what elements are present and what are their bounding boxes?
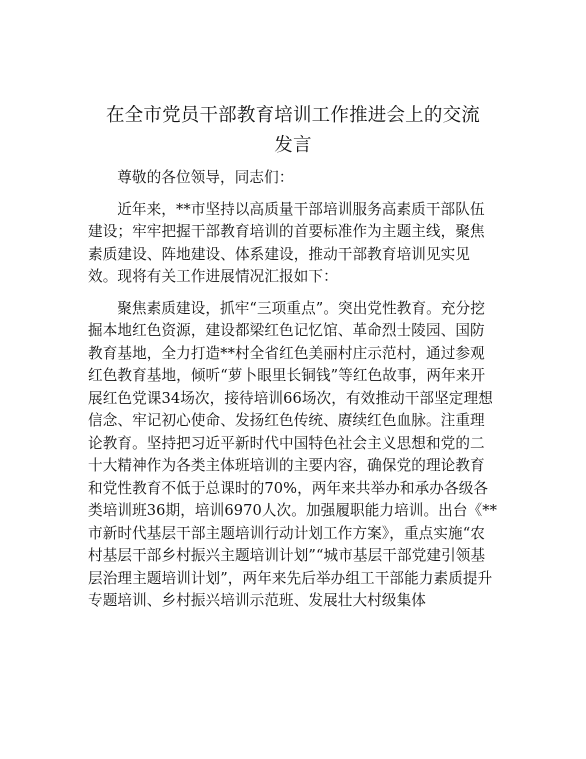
paragraph-quality-building: 聚焦素质建设，抓牢“三项重点”。突出党性教育。充分挖掘本地红色资源，建设都梁红色记忆馆、革命烈士陵园、国防教育基地，全力打造**村全省红色美丽村庄示范村，通过参观红色教育基地，倾听“萝卜眼里长铜钱”等红色故事，两年来开展红色党课34场次，接待培训66场次，有效推动干部坚定理想信念、牢记初心使命、发扬红色传统、赓续红色血脉。注重理论教育。坚持把习近平新时代中国特色社会主义思想和党的二十大精神作为各类主体班培训的主要内容，确保党的理论教育和党性教育不低于总课时的70%，两年来共举办和承办各级各类培训班36期，培训6970人次。加强履职能力培训。出台《**市新时代基层干部主题培训行动计划工作方案》，重点实施“农村基层干部乡村振兴主题培训计划”“城市基层干部党建引领基层治理主题培训计划”，两年来先后举办组工干部能力素质提升专题培训、乡村振兴培训示范班、发展壮大村级集体 bbox=[88, 299, 498, 609]
paragraph-intro: 近年来，**市坚持以高质量干部培训服务高素质干部队伍建设；牢牢把握干部教育培训的首要标准作为主题主线，聚焦素质建设、阵地建设、体系建设，推动干部教育培训见实见效。现将有关工作进展情况汇报如下： bbox=[88, 200, 485, 285]
paragraph-gap bbox=[88, 289, 498, 298]
document-body bbox=[88, 167, 498, 613]
document-title: 在全市党员干部教育培训工作推进会上的交流 发言 bbox=[105, 105, 480, 156]
salutation: 尊敬的各位领导，同志们： bbox=[117, 169, 294, 186]
